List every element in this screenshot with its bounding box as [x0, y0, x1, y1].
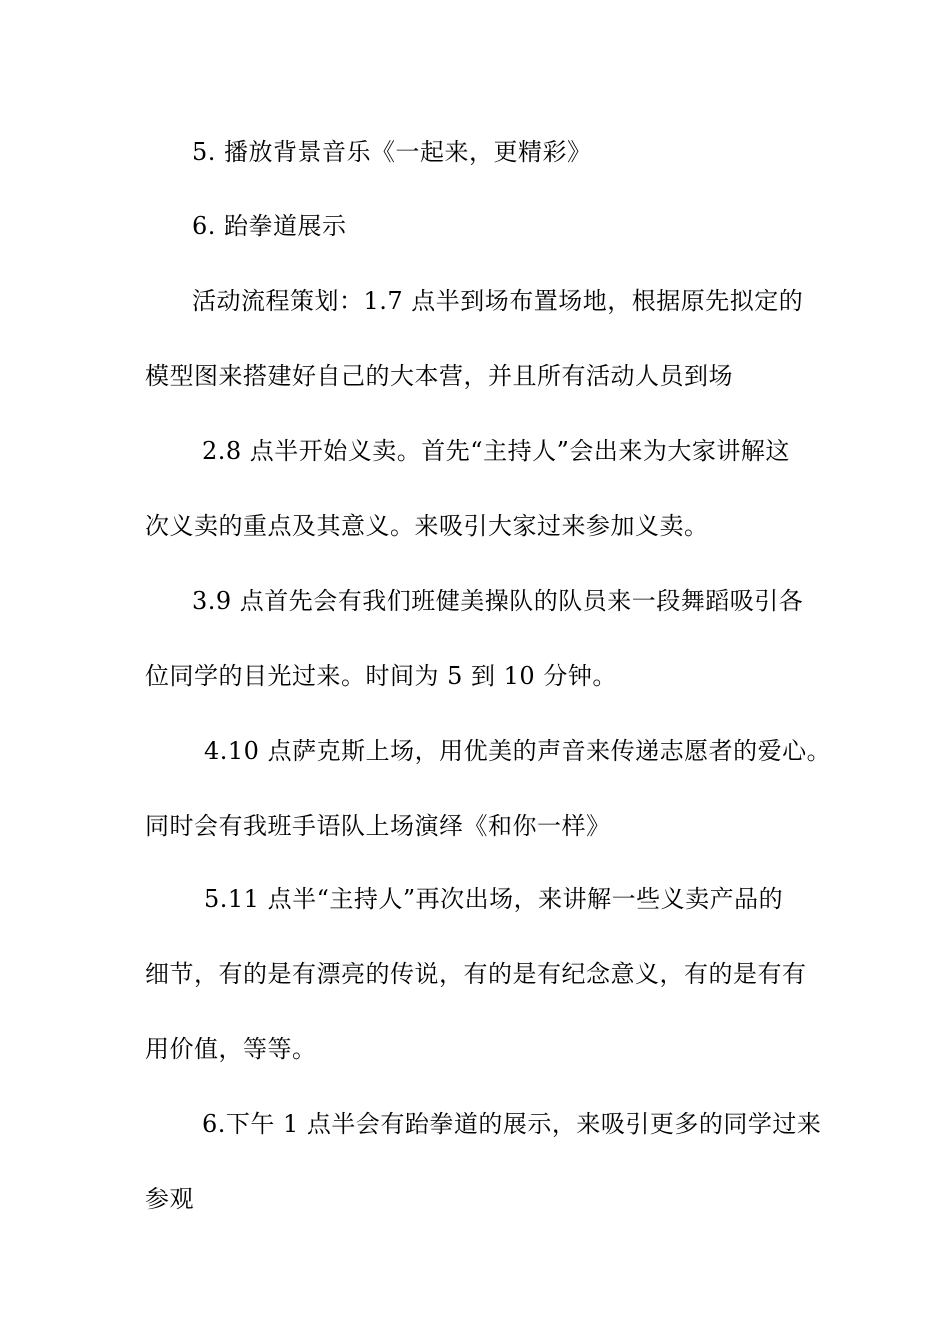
- text-line-15: 参观: [145, 1185, 194, 1213]
- text-line-2: 6. 跆拳道展示: [192, 212, 347, 240]
- text-line-7: 3.9 点首先会有我们班健美操队的队员来一段舞蹈吸引各: [192, 587, 804, 615]
- text-line-12: 细节，有的是有漂亮的传说，有的是有纪念意义，有的是有有: [145, 960, 807, 988]
- text-line-10: 同时会有我班手语队上场演绎《和你一样》: [145, 812, 611, 840]
- text-line-6: 次义卖的重点及其意义。来吸引大家过来参加义卖。: [145, 512, 709, 540]
- text-line-13: 用价值，等等。: [145, 1035, 317, 1063]
- text-line-4: 模型图来搭建好自己的大本营，并且所有活动人员到场: [145, 362, 733, 390]
- text-line-8: 位同学的目光过来。时间为 5 到 10 分钟。: [145, 662, 617, 690]
- text-line-9: 4.10 点萨克斯上场，用优美的声音来传递志愿者的爱心。: [204, 737, 832, 765]
- text-line-1: 5. 播放背景音乐《一起来，更精彩》: [192, 138, 592, 166]
- text-line-3: 活动流程策划：1.7 点半到场布置场地，根据原先拟定的: [192, 287, 804, 315]
- text-line-14: 6.下午 1 点半会有跆拳道的展示，来吸引更多的同学过来: [202, 1110, 822, 1138]
- text-line-5: 2.8 点半开始义卖。首先“主持人”会出来为大家讲解这: [202, 437, 790, 465]
- text-line-11: 5.11 点半“主持人”再次出场，来讲解一些义卖产品的: [204, 885, 784, 913]
